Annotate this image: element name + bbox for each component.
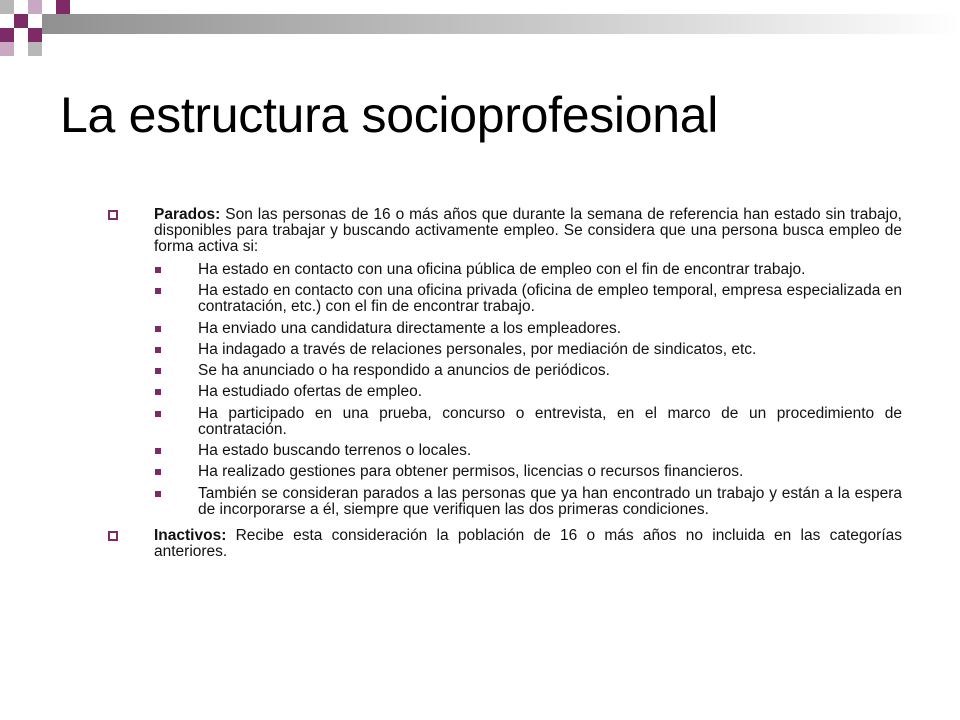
- list-item: [106, 321, 902, 337]
- solid-square-bullet-icon: [155, 326, 161, 332]
- slide-content: [106, 207, 902, 560]
- list-item: [106, 342, 902, 358]
- solid-square-bullet-icon: [155, 411, 161, 417]
- list-item: [106, 384, 902, 400]
- deco-square: [0, 0, 14, 14]
- deco-square: [28, 42, 42, 56]
- deco-square: [14, 14, 28, 28]
- deco-square: [56, 0, 70, 14]
- list-item-text: Ha estado buscando terrenos o locales.: [198, 442, 472, 460]
- solid-square-bullet-icon: [155, 368, 161, 374]
- solid-square-bullet-icon: [155, 267, 161, 273]
- list-item: [106, 363, 902, 379]
- solid-square-bullet-icon: [155, 448, 161, 454]
- bullet-text: Son las personas de 16 o más años que durante la semana de referencia han estado sin trabajo, disponibles para trabajar y buscando activamente empleo. Se considera que una persona busca empleo de forma activa si:: [154, 206, 902, 255]
- corner-decoration: [0, 0, 960, 60]
- list-item: [106, 406, 902, 438]
- slide-title: La estructura socioprofesional: [60, 87, 719, 143]
- bullet-parados: [106, 207, 902, 518]
- list-item-text: Se ha anunciado o ha respondido a anuncios de periódicos.: [198, 362, 610, 380]
- deco-square: [0, 28, 14, 42]
- solid-square-bullet-icon: [155, 491, 161, 497]
- list-item-text: Ha indagado a través de relaciones personales, por mediación de sindicatos, etc.: [198, 340, 757, 358]
- bullet-label: Inactivos:: [154, 526, 227, 544]
- solid-square-bullet-icon: [155, 469, 161, 475]
- list-item: [106, 262, 902, 278]
- list-item: [106, 443, 902, 459]
- list-item-text: Ha estado en contacto con una oficina pública de empleo con el fin de encontrar trabajo.: [198, 261, 806, 278]
- list-item-text: Ha estudiado ofertas de empleo.: [198, 383, 423, 401]
- deco-square: [14, 0, 28, 14]
- sublist: [154, 262, 902, 518]
- deco-square: [0, 42, 14, 56]
- deco-square: [42, 0, 56, 14]
- list-item-text: Ha estado en contacto con una oficina privada (oficina de empleo temporal, empresa especializada en contratación, etc.) con el fin de encontrar trabajo.: [198, 282, 902, 316]
- list-item-text: Ha realizado gestiones para obtener permisos, licencias o recursos financieros.: [198, 463, 744, 481]
- bullet-text: Recibe esta consideración la población de 16 o más años no incluida en las categorías anteriores.: [154, 526, 902, 560]
- bullet-label: Parados:: [154, 206, 221, 223]
- hollow-square-bullet-icon: [108, 531, 118, 541]
- solid-square-bullet-icon: [155, 389, 161, 395]
- list-item-text: También se consideran parados a las personas que ya han encontrado un trabajo y están a la espera de incorporarse a él, siempre que verifiquen las dos primeras condiciones.: [198, 484, 902, 518]
- solid-square-bullet-icon: [155, 347, 161, 353]
- list-item-text: Ha participado en una prueba, concurso o entrevista, en el marco de un procedimiento de contratación.: [198, 404, 902, 438]
- deco-square: [28, 0, 42, 14]
- deco-square: [14, 28, 28, 42]
- list-item: [106, 283, 902, 315]
- list-item-text: Ha enviado una candidatura directamente a los empleadores.: [198, 319, 622, 337]
- gradient-bar: [34, 14, 960, 34]
- list-item: [106, 464, 902, 480]
- hollow-square-bullet-icon: [108, 210, 118, 220]
- deco-square: [28, 14, 42, 28]
- solid-square-bullet-icon: [155, 288, 161, 294]
- bullet-inactivos: [106, 528, 902, 560]
- deco-square: [0, 14, 14, 28]
- list-item: [106, 486, 902, 518]
- deco-square: [28, 28, 42, 42]
